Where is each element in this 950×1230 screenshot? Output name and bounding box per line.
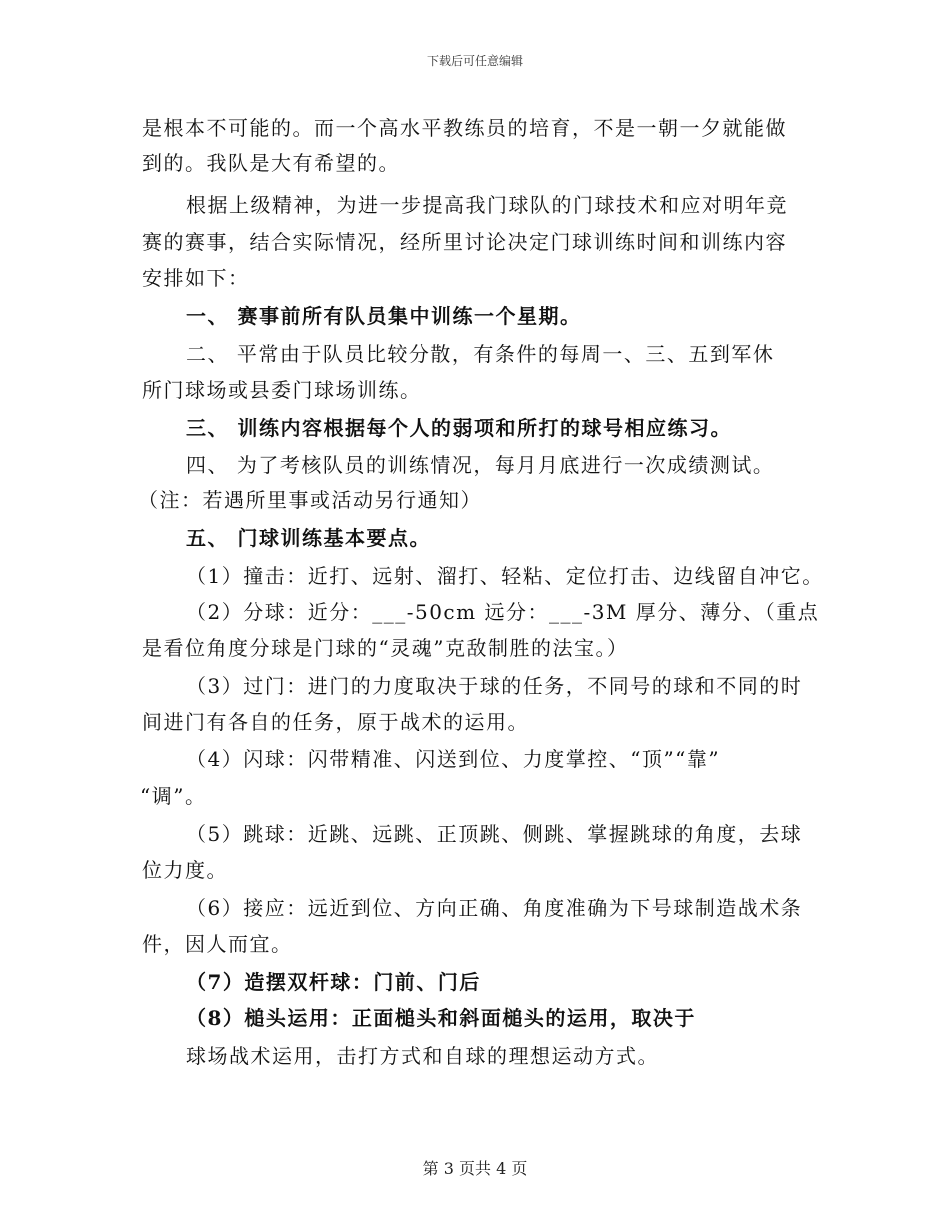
list-item: （6）接应：远近到位、方向正确、角度准确为下号球制造战术条: [186, 896, 803, 920]
list-item: （1）撞击：近打、远射、溜打、轻粘、定位打击、边线留自冲它。: [186, 564, 824, 588]
paragraph-line: 所门球场或县委门球场训练。: [142, 378, 422, 402]
list-item: （3）过门：进门的力度取决于球的任务，不同号的球和不同的时: [186, 674, 803, 698]
list-item-bold: （7）造摆双杆球：门前、门后: [186, 970, 481, 994]
section-heading-3: 三、 训练内容根据每个人的弱项和所打的球号相应练习。: [186, 416, 732, 440]
paragraph-line: 球场战术运用，击打方式和自球的理想运动方式。: [186, 1044, 659, 1068]
paragraph-line: 安排如下：: [142, 266, 250, 290]
paragraph-line: （注：若遇所里事或活动另行通知）: [138, 488, 482, 512]
list-item: （2）分球：近分：___-50cm 远分：___-3M 厚分、薄分、（重点: [186, 600, 820, 624]
paragraph-line: 是看位角度分球是门球的“灵魂”克敌制胜的法宝。）: [142, 636, 629, 660]
paragraph-line: 是根本不可能的。而一个高水平教练员的培育，不是一朝一夕就能做: [142, 116, 787, 140]
paragraph-line: 四、 为了考核队员的训练情况，每月月底进行一次成绩测试。: [186, 453, 775, 477]
page-footer: 第 3 页共 4 页: [422, 1159, 528, 1178]
paragraph-line: 间进门有各自的任务，原于战术的运用。: [142, 710, 529, 734]
list-item: （5）跳球：近跳、远跳、正顶跳、侧跳、掌握跳球的角度，去球: [186, 822, 803, 846]
list-item-bold: （8）槌头运用：正面槌头和斜面槌头的运用，取决于: [186, 1006, 696, 1030]
paragraph-line: 赛的赛事，结合实际情况，经所里讨论决定门球训练时间和训练内容: [142, 230, 787, 254]
paragraph-line: “调”。: [140, 784, 207, 808]
section-heading-1: 一、 赛事前所有队员集中训练一个星期。: [186, 304, 582, 328]
page-header: 下载后可任意编辑: [426, 54, 523, 68]
paragraph-line: 二、 平常由于队员比较分散，有条件的每周一、三、五到军休: [186, 342, 775, 366]
paragraph-line: 位力度。: [142, 858, 228, 882]
paragraph-line: 根据上级精神，为进一步提高我门球队的门球技术和应对明年竞: [186, 193, 788, 217]
paragraph-line: 件，因人而宜。: [142, 932, 293, 956]
list-item: （4）闪球：闪带精准、闪送到位、力度掌控、“顶”“靠”: [186, 747, 721, 771]
paragraph-line: 到的。我队是大有希望的。: [142, 151, 400, 175]
section-heading-5: 五、 门球训练基本要点。: [186, 526, 431, 550]
